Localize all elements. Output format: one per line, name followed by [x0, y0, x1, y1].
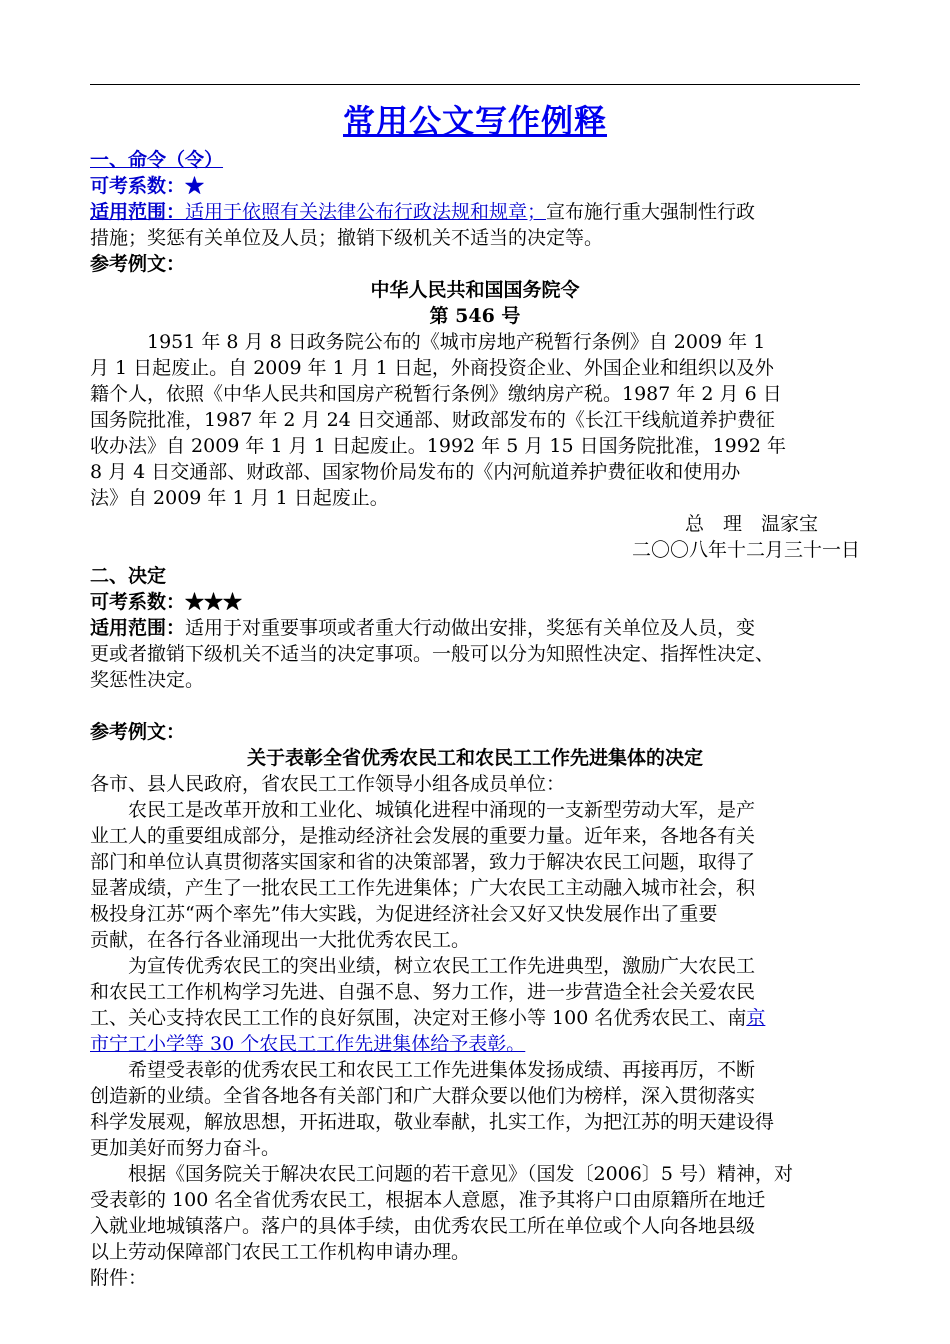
decision-p1-line: 极投身江苏“两个率先”伟大实践，为促进经济社会又好又快发展作出了重要 [90, 903, 718, 925]
coef-label: 可考系数： [90, 591, 186, 613]
section2-ref-label: 参考例文： [90, 721, 186, 743]
decision-p3-line: 科学发展观，解放思想，开拓进取，敬业奉献，扎实工作，为把江苏的明天建设得 [90, 1111, 775, 1133]
section2-scope-line: 奖惩性决定。 [90, 669, 205, 691]
commendation-link[interactable]: 京 [746, 1007, 766, 1029]
decision-p1-line: 农民工是改革开放和工业化、城镇化进程中涌现的一支新型劳动大军，是产 [128, 799, 756, 821]
attachment-label: 附件： [90, 1267, 148, 1289]
decision-p2-line: 和农民工工作机构学习先进、自强不息、努力工作，进一步营造全社会关爱农民 [90, 981, 756, 1003]
decree-body-line: 收办法》自 2009 年 1 月 1 日起废止。1992 年 5 月 15 日国务院批准，1992 年 [90, 435, 786, 457]
section1-scope-line2: 措施；奖惩有关单位及人员；撤销下级机关不适当的决定等。 [90, 227, 604, 249]
coef-label: 可考系数： [90, 175, 186, 197]
decree-body-line: 1951 年 8 月 8 日政务院公布的《城市房地产税暂行条例》自 2009 年 1 [147, 331, 766, 353]
scope-link[interactable]: 适用于依照有关法律公布行政法规和规章； [185, 201, 547, 223]
decision-p2-line3 [90, 1005, 860, 1031]
scope-text: 适用于对重要事项或者重大行动做出安排，奖惩有关单位及人员，变 [185, 617, 756, 639]
section2-scope-line1 [90, 615, 860, 641]
decision-p4-line: 根据《国务院关于解决农民工问题的若干意见》（国发〔2006〕5 号）精神，对 [128, 1163, 793, 1185]
decree-signer: 总 理 温家宝 [684, 513, 818, 535]
section1-coefficient [90, 173, 860, 199]
decision-title: 关于表彰全省优秀农民工和农民工工作先进集体的决定 [246, 747, 703, 769]
section1-ref-label: 参考例文： [90, 253, 186, 275]
section1-heading: 一、命令（令） [90, 149, 224, 171]
decision-p3-line: 更加美好而努力奋斗。 [90, 1137, 281, 1159]
decision-address: 各市、县人民政府，省农民工工作领导小组各成员单位： [90, 773, 566, 795]
page-title: 常用公文写作例释 [342, 102, 607, 140]
decree-date: 二〇〇八年十二月三十一日 [631, 539, 860, 561]
section2-heading: 二、决定 [90, 565, 167, 587]
section1-scope-line1 [90, 199, 860, 225]
coef-stars: ★ [185, 175, 205, 197]
decree-body-line: 籍个人，依照《中华人民共和国房产税暂行条例》缴纳房产税。1987 年 2 月 6 日 [90, 383, 782, 405]
decision-p4-line: 以上劳动保障部门农民工工作机构申请办理。 [90, 1241, 471, 1263]
top-rule [90, 84, 860, 85]
decision-p4-line: 受表彰的 100 名全省优秀农民工，根据本人意愿，准予其将户口由原籍所在地迁 [90, 1189, 766, 1211]
decision-p3-line: 创造新的业绩。全省各地各有关部门和广大群众要以他们为榜样，深入贯彻落实 [90, 1085, 756, 1107]
decree-number: 第 546 号 [429, 305, 521, 327]
decision-p1-line: 业工人的重要组成部分，是推动经济社会发展的重要力量。近年来，各地各有关 [90, 825, 756, 847]
decree-title: 中华人民共和国国务院令 [370, 279, 580, 301]
decree-body-line: 月 1 日起废止。自 2009 年 1 月 1 日起，外商投资企业、外国企业和组织以及外 [90, 357, 774, 379]
blank-line [90, 693, 860, 719]
decision-p1-line: 部门和单位认真贯彻落实国家和省的决策部署，致力于解决农民工问题，取得了 [90, 851, 756, 873]
decree-body-line: 法》自 2009 年 1 月 1 日起废止。 [90, 487, 389, 509]
decision-p2-line: 为宣传优秀农民工的突出业绩，树立农民工工作先进典型，激励广大农民工 [128, 955, 756, 977]
decision-p1-line: 贡献，在各行各业涌现出一大批优秀农民工。 [90, 929, 471, 951]
scope-rest: 宣布施行重大强制性行政 [546, 201, 756, 223]
decision-p1-line: 显著成绩，产生了一批农民工工作先进集体；广大农民工主动融入城市社会，积 [90, 877, 756, 899]
coef-stars: ★★★ [185, 591, 243, 613]
scope-label: 适用范围： [90, 617, 186, 639]
commendation-link-cont[interactable]: 市宁工小学等 30 个农民工工作先进集体给予表彰。 [90, 1033, 526, 1055]
section2-coefficient [90, 589, 860, 615]
decree-body-line: 国务院批准，1987 年 2 月 24 日交通部、财政部发布的《长江干线航道养护费征 [90, 409, 775, 431]
section2-scope-line: 更或者撤销下级机关不适当的决定事项。一般可以分为知照性决定、指挥性决定、 [90, 643, 775, 665]
document-page [90, 84, 860, 1291]
decision-p3-line: 希望受表彰的优秀农民工和农民工工作先进集体发扬成绩、再接再厉，不断 [128, 1059, 756, 1081]
decision-p4-line: 入就业地城镇落户。落户的具体手续，由优秀农民工所在单位或个人向各地县级 [90, 1215, 756, 1237]
decree-body-line: 8 月 4 日交通部、财政部、国家物价局发布的《内河航道养护费征收和使用办 [90, 461, 741, 483]
scope-label: 适用范围： [90, 201, 186, 223]
p2-line3-text: 工、关心支持农民工工作的良好氛围，决定对王修小等 100 名优秀农民工、南 [90, 1007, 747, 1029]
